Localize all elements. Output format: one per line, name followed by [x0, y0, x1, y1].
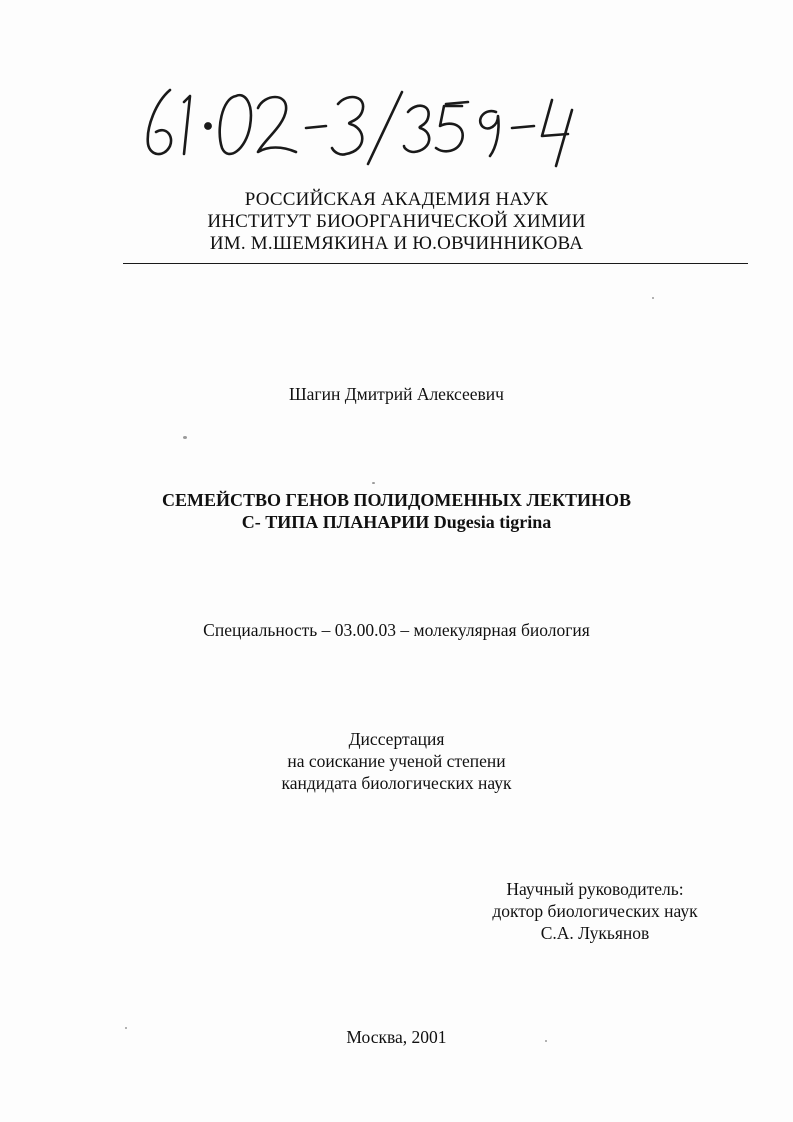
dissertation-label: Диссертация [348, 729, 445, 749]
scan-speck [652, 297, 654, 299]
thesis-title-line2 [0, 512, 793, 533]
author-name: Шагин Дмитрий Алексеевич [289, 384, 504, 404]
city-year: Москва, 2001 [346, 1027, 447, 1047]
thesis-title-line1: СЕМЕЙСТВО ГЕНОВ ПОЛИДОМЕННЫХ ЛЕКТИНОВ [161, 490, 632, 510]
header-line-institute: ИНСТИТУТ БИООРГАНИЧЕСКОЙ ХИМИИ [207, 211, 586, 232]
header-line-academy: РОССИЙСКАЯ АКАДЕМИЯ НАУК [244, 189, 549, 210]
scan-speck [545, 1040, 547, 1042]
scan-speck [183, 436, 187, 439]
scan-speck [125, 1027, 127, 1029]
advisor-degree: доктор биологических наук [492, 901, 698, 921]
thesis-title-species: Dugesia tigrina [433, 512, 552, 532]
advisor-label: Научный руководитель: [506, 879, 684, 899]
header-line-named-after: ИМ. М.ШЕМЯКИНА И Ю.ОВЧИННИКОВА [209, 233, 584, 254]
advisor-name: С.А. Лукьянов [540, 923, 650, 943]
dissertation-field-line: кандидата биологических наук [281, 773, 512, 793]
thesis-title-prefix: С- ТИПА ПЛАНАРИИ [241, 512, 430, 532]
handwritten-catalog-number [140, 82, 580, 172]
specialty-line: Специальность – 03.00.03 – молекулярная биология [203, 620, 590, 640]
dissertation-degree-line: на соискание ученой степени [287, 751, 506, 771]
header-divider [123, 263, 748, 264]
scan-speck [372, 482, 375, 484]
